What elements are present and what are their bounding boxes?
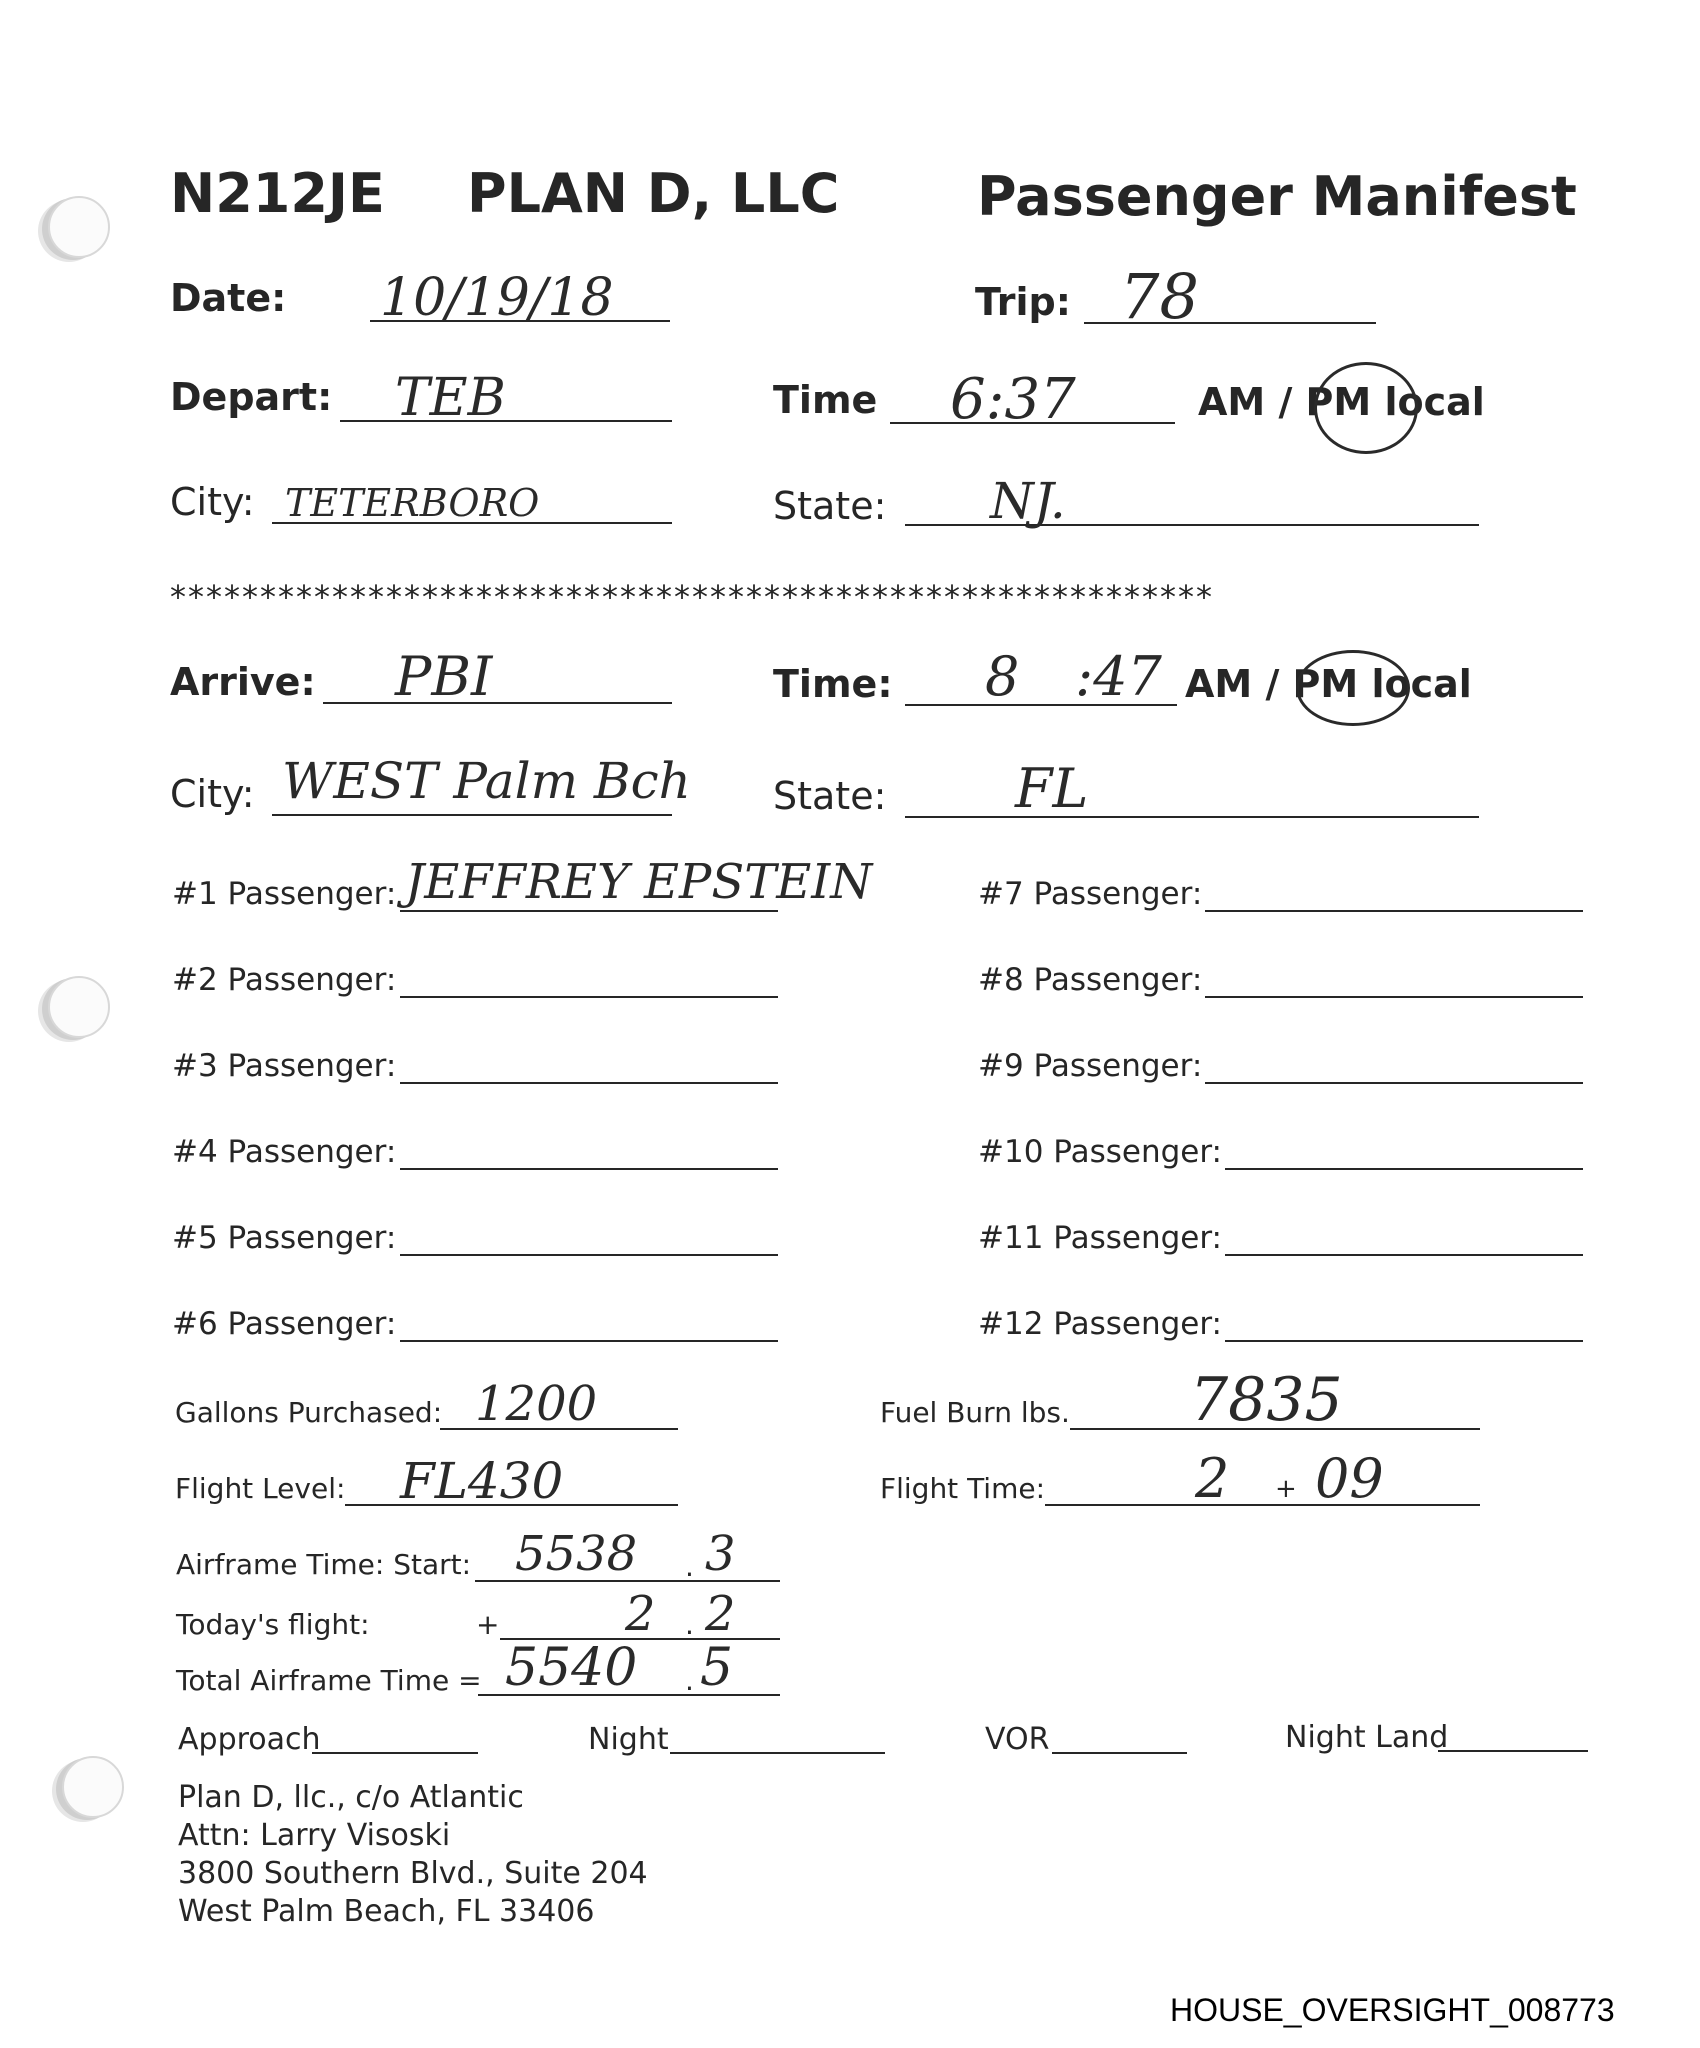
passenger-7-label: #7 Passenger: — [978, 876, 1203, 912]
night-land-line — [1438, 1750, 1588, 1752]
passenger-9-label: #9 Passenger: — [978, 1048, 1203, 1084]
flight-time-minutes: 09 — [1315, 1447, 1384, 1510]
passenger-6-label: #6 Passenger: — [172, 1306, 397, 1342]
date-label: Date: — [170, 276, 287, 320]
flight-time-hours: 2 — [1195, 1447, 1230, 1510]
approach-label: Approach — [178, 1722, 321, 1757]
address-line-4: West Palm Beach, FL 33406 — [178, 1894, 595, 1929]
passenger-4-line — [400, 1168, 778, 1170]
passenger-2-line — [400, 996, 778, 998]
total-airframe-whole: 5540 — [505, 1638, 638, 1698]
airframe-start-tenth: 3 — [705, 1526, 736, 1582]
todays-flight-tenth: 2 — [705, 1586, 736, 1642]
passenger-2-label: #2 Passenger: — [172, 962, 397, 998]
depart-line — [340, 420, 672, 422]
separator-asterisks: ********************************************************** — [170, 578, 1214, 616]
total-airframe-tenth: 5 — [700, 1638, 734, 1698]
passenger-3-label: #3 Passenger: — [172, 1048, 397, 1084]
gallons-purchased-label: Gallons Purchased: — [175, 1396, 443, 1429]
arrive-line — [323, 702, 672, 704]
depart-state-label: State: — [773, 484, 887, 528]
arrive-value: PBI — [395, 645, 493, 708]
passenger-7-line — [1205, 910, 1583, 912]
arrive-state-value: FL — [1015, 757, 1089, 820]
flight-level-value: FL430 — [400, 1452, 564, 1510]
night-line — [670, 1752, 885, 1754]
vor-line — [1052, 1752, 1187, 1754]
passenger-6-line — [400, 1340, 778, 1342]
gallons-purchased-value: 1200 — [475, 1376, 598, 1432]
binder-hole-top — [48, 196, 110, 258]
todays-flight-whole: 2 — [625, 1586, 656, 1642]
depart-ampm-local: AM / PM local — [1198, 380, 1485, 424]
todays-flight-dot: . — [685, 1608, 694, 1641]
depart-label: Depart: — [170, 375, 333, 419]
flight-level-label: Flight Level: — [175, 1472, 346, 1505]
arrive-ampm-local: AM / PM local — [1185, 662, 1472, 706]
passenger-8-label: #8 Passenger: — [978, 962, 1203, 998]
passenger-11-label: #11 Passenger: — [978, 1220, 1222, 1256]
passenger-1-label: #1 Passenger: — [172, 876, 397, 912]
company-name: PLAN D, LLC — [467, 162, 840, 225]
airframe-start-label: Airframe Time: Start: — [176, 1548, 472, 1581]
depart-value: TEB — [395, 368, 506, 428]
arrive-time-label: Time: — [773, 662, 893, 706]
passenger-5-line — [400, 1254, 778, 1256]
arrive-state-line — [905, 816, 1479, 818]
passenger-11-line — [1225, 1254, 1583, 1256]
binder-hole-bottom — [62, 1756, 124, 1818]
date-value: 10/19/18 — [380, 268, 614, 328]
airframe-start-dot: . — [685, 1550, 694, 1583]
tail-number: N212JE — [170, 162, 385, 225]
vor-label: VOR — [985, 1722, 1050, 1757]
arrive-label: Arrive: — [170, 660, 316, 704]
airframe-start-whole: 5538 — [515, 1526, 638, 1582]
passenger-10-line — [1225, 1168, 1583, 1170]
arrive-city-value: WEST Palm Bch — [282, 752, 691, 810]
approach-line — [312, 1752, 478, 1754]
binder-hole-middle — [48, 976, 110, 1038]
depart-city-label: City: — [170, 480, 255, 524]
passenger-3-line — [400, 1082, 778, 1084]
arrive-state-label: State: — [773, 774, 887, 818]
passenger-10-label: #10 Passenger: — [978, 1134, 1222, 1170]
passenger-5-label: #5 Passenger: — [172, 1220, 397, 1256]
address-line-1: Plan D, llc., c/o Atlantic — [178, 1780, 524, 1815]
arrive-time-hour: 8 — [985, 645, 1020, 708]
total-airframe-label: Total Airframe Time = — [176, 1664, 482, 1697]
passenger-1-line — [400, 910, 778, 912]
bates-number: HOUSE_OVERSIGHT_008773 — [1170, 1992, 1615, 2028]
night-label: Night — [588, 1722, 669, 1757]
flight-time-line — [1045, 1504, 1480, 1506]
address-line-2: Attn: Larry Visoski — [178, 1818, 451, 1853]
night-land-label: Night Land — [1285, 1720, 1449, 1755]
depart-city-value: TETERBORO — [285, 481, 540, 525]
arrive-pm-circle — [1296, 650, 1410, 726]
flight-time-label: Flight Time: — [880, 1472, 1046, 1505]
depart-time-label: Time — [773, 378, 878, 422]
fuel-burn-label: Fuel Burn lbs. — [880, 1396, 1070, 1429]
passenger-9-line — [1205, 1082, 1583, 1084]
fuel-burn-value: 7835 — [1190, 1365, 1343, 1435]
passenger-12-line — [1225, 1340, 1583, 1342]
passenger-4-label: #4 Passenger: — [172, 1134, 397, 1170]
depart-pm-circle — [1314, 362, 1418, 454]
depart-state-value: NJ. — [990, 472, 1066, 530]
total-airframe-dot: . — [685, 1664, 694, 1697]
passenger-12-label: #12 Passenger: — [978, 1306, 1222, 1342]
passenger-1-value: JEFFREY EPSTEIN — [405, 854, 873, 910]
trip-label: Trip: — [975, 280, 1071, 324]
flight-time-separator: + — [1275, 1474, 1297, 1504]
arrive-city-label: City: — [170, 772, 255, 816]
arrive-time-minutes: :47 — [1075, 645, 1162, 708]
depart-time-value: 6:37 — [950, 367, 1076, 432]
trip-value: 78 — [1120, 260, 1199, 333]
todays-flight-plus: + — [476, 1608, 500, 1641]
passenger-8-line — [1205, 996, 1583, 998]
todays-flight-label: Today's flight: — [176, 1608, 370, 1641]
arrive-city-line — [272, 814, 672, 816]
address-line-3: 3800 Southern Blvd., Suite 204 — [178, 1856, 648, 1891]
form-title: Passenger Manifest — [977, 165, 1577, 228]
